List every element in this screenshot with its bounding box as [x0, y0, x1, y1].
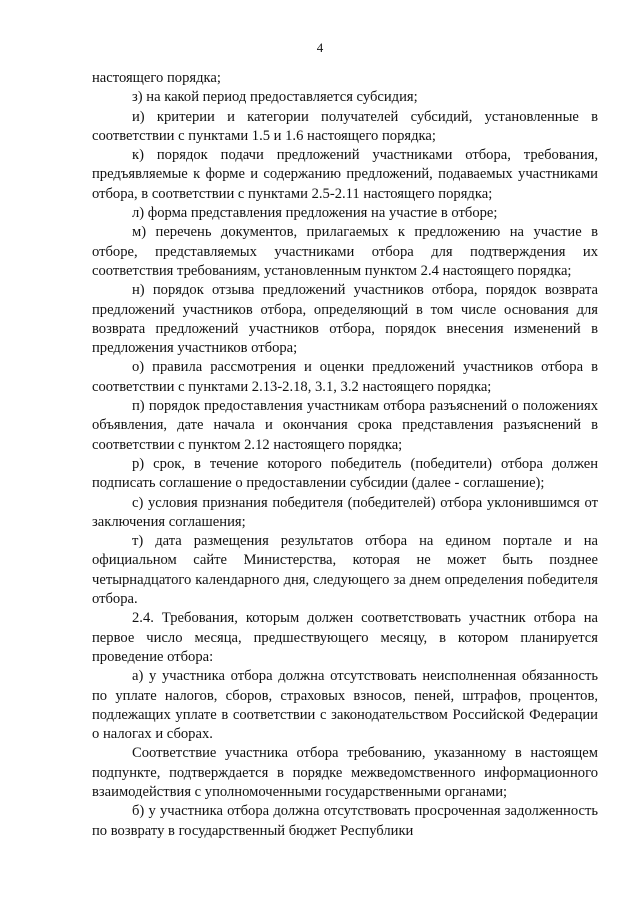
paragraph-compliance-note: Соответствие участника отбора требованию, указанному в настоящем подпункте, подтверждается в порядке межведомственного информационного взаимодействия с уполномоченными государственными органами; — [92, 745, 598, 800]
paragraph-item-m: м) перечень документов, прилагаемых к предложению на участие в отборе, представляемых участниками отбора для подтверждения их соответствия требованиям, установленным пунктом 2.4 настоящего порядка; — [92, 224, 598, 279]
paragraph-item-t: т) дата размещения результатов отбора на едином портале и на официальном сайте Министерства, которая не может быть позднее четырнадцатого календарного дня, следующего за днем определения победителя отбора. — [92, 533, 598, 608]
page-number: 4 — [316, 40, 324, 55]
document-body — [92, 69, 598, 841]
paragraph-item-n: н) порядок отзыва предложений участников отбора, порядок возврата предложений участников отбора, определяющий в том числе основания для возврата предложений участников отбора, порядок внесения изменений в предложения участников отбора; — [92, 282, 598, 357]
paragraph-item-s: с) условия признания победителя (победителей) отбора уклонившимся от заключения соглашения; — [92, 494, 598, 530]
paragraph-item-a: а) у участника отбора должна отсутствовать неисполненная обязанность по уплате налогов, сборов, страховых взносов, пеней, штрафов, процентов, подлежащих уплате в соответствии с законодательством Российской Федерации о налогах и сборах. — [92, 668, 598, 743]
paragraph-item-l: л) форма представления предложения на участие в отборе; — [132, 205, 498, 222]
paragraph-item-z: з) на какой период предоставляется субсидия; — [132, 89, 418, 106]
paragraph-item-k: к) порядок подачи предложений участниками отбора, требования, предъявляемые к форме и содержанию предложений, подаваемых участниками отбора, в соответствии с пунктами 2.5-2.11 настоящего порядка; — [92, 147, 598, 202]
paragraph-continuation: настоящего порядка; — [92, 70, 221, 86]
paragraph-item-r: р) срок, в течение которого победитель (победители) отбора должен подписать соглашение о предоставлении субсидии (далее - соглашение); — [92, 455, 598, 492]
paragraph-item-i: и) критерии и категории получателей субсидий, установленные в соответствии с пунктами 1.5 и 1.6 настоящего порядка; — [92, 108, 598, 144]
paragraph-item-o: о) правила рассмотрения и оценки предложений участников отбора в соответствии с пунктами 2.13-2.18, 3.1, 3.2 настоящего порядка; — [92, 359, 598, 395]
paragraph-section-2-4: 2.4. Требования, которым должен соответствовать участник отбора на первое число месяца, предшествующего месяцу, в котором планируется проведение отбора: — [92, 610, 598, 665]
paragraph-item-p: п) порядок предоставления участникам отбора разъяснений о положениях объявления, дате начала и окончания срока представления разъяснений в соответствии с пунктом 2.12 настоящего порядка; — [92, 398, 598, 453]
paragraph-item-b: б) у участника отбора должна отсутствовать просроченная задолженность по возврату в государственный бюджет Республики — [92, 803, 598, 839]
